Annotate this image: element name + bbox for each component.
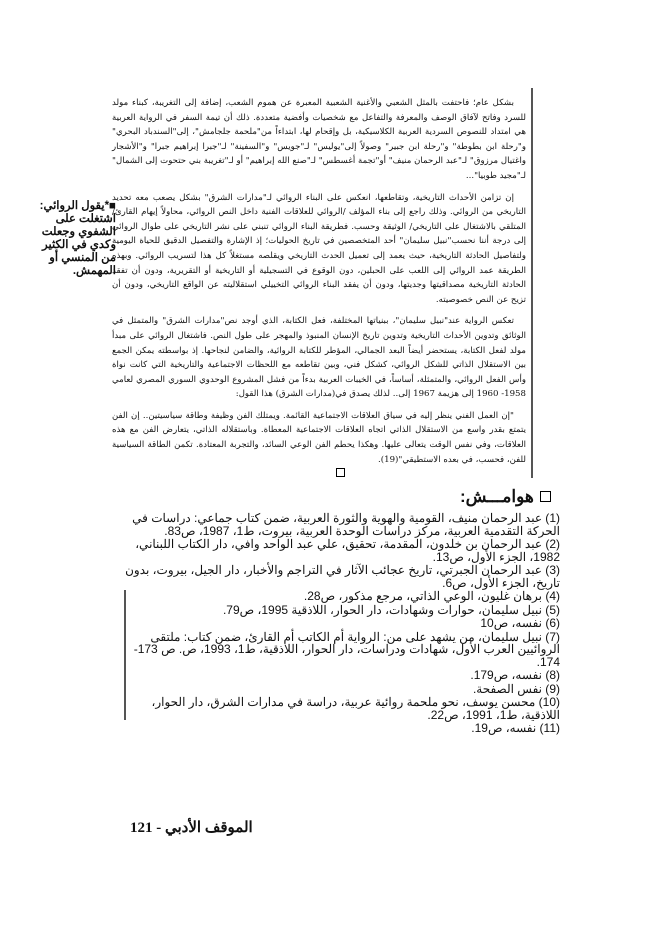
footnotes-list (112, 512, 560, 736)
column-rule (531, 88, 533, 478)
page-footer: الموقف الأدبي - 121 (130, 820, 253, 836)
footnote: (9) نفس الصفحة. (472, 681, 560, 696)
square-bullet-icon (540, 491, 551, 502)
sidebar-pull-quote: ■*يقول الروائي: اشتغلت على الشفوي وجعلت وكدي في الكثير من المنسي أو المهمش. (39, 200, 116, 277)
quote-paragraph: "إن العمل الفني ينظر إليه في سياق العلاقات الاجتماعية القائمة. ويمتلك الفن وظيفة وطاقة سياسيتين.. إن الفن يتمتع بقدر واسع من الاستقلال الذاتي اتجاه العلاقات الاجتماعية المعطاة. وباستقلاله الذاتي، يتعارض الفن مع هذه العلاقات، وفي نفس الوقت يتعالى عليها. وهكذا يحطم الفن الوعي السائد، والتجربة المعتادة. تكمن الطاقة السياسية للفن، فحسب، في بعده الاستطيقي"(19). (112, 410, 526, 465)
section-separator-square (336, 468, 345, 477)
footnote: (8) نفسه، ص179. (470, 668, 560, 682)
footnote: (4) برهان غليون، الوعي الذاتي، مرجع مذكور، ص28. (303, 589, 560, 603)
footnote: (6) نفسه، ص10 (480, 616, 560, 630)
footnote: (1) عبد الرحمان منيف، القومية والهوية والثورة العربية، ضمن كتاب جماعي: دراسات في الحركة التقدمية العربية، مركز دراسات الوحدة العربية، بيروت، ط1، 1987، ص83. (132, 511, 560, 538)
article-body (112, 96, 526, 474)
footnote: (7) نبيل سليمان، من يشهد على من: الرواية أم الكاتب أم القارئ، ضمن كتاب: ملتقى الروائيين العرب الأول، شهادات ودراسات، دار الحوار، اللاذقية، ط1، 1993، ص. ص 173- 174. (133, 629, 560, 669)
footnotes-heading (460, 487, 551, 507)
footnote: (11) نفسه، ص19. (471, 721, 560, 735)
footnote: (5) نبيل سليمان، حوارات وشهادات، دار الحوار، اللاذقية 1995، ص79. (222, 602, 560, 617)
footnote: (2) عبد الرحمان بن خلدون، المقدمة، تحقيق، علي عبد الواحد وافي، دار الكتاب اللبناني، 1982، الجزء الأول، ص13. (135, 537, 560, 564)
footnote: (10) محسن يوسف، نحو ملحمة روائية عربية، دراسة في مدارات الشرق، دار الحوار، اللاذقية، ط1، 1991، ص22. (151, 695, 560, 722)
paragraph: تعكس الرواية عند"نبيل سليمان"، ببنياتها المختلفة، فعل الكتابة، الذي أوجد نص"مدارات الشرق" والمتمثل في الوثائق وتدوين الأحداث التاريخية وتدوين تاريخ الإنسان المنبوذ والمهجر على طول النص. فاشتغال الروائي على مبدأ مولد لفعل الكتابة، يستحضر أيضاً البعد الجمالي، المؤطر للكتابة الروائية، والضامن لنجاحها. إذ بواسطته يمكن الجمع بين الاستقلال الذاتي للشكل الروائي، كشكل فني، وبين تقاطعه مع اللحظات الاجتماعية والتاريخية التي كانت نواة وأس الفعل الروائي، والمتمثلة، أساساً، في الخيبات العربية بدءاً من فشل المشروع الوحدوي السوري المصري لعامي 1958- 1960 إلى هزيمة 1967 إلى.. لذلك يصدق في(مدارات الشرق) هذا القول: (112, 316, 526, 400)
paragraph: بشكل عام؛ فاحتفت بالمثل الشعبي والأغنية الشعبية المعبرة عن هموم الشعب، إضافة إلى التغريبة، كبناء مولد للسرد وفاتح لآفاق الوصف والمعرفة والتفاعل مع شخصيات وأفضية متعددة. ذلك أن تيمة السفر في الرواية العربية هي امتداد للنصوص السردية العربية الكلاسيكية، بل وإقحام لها، ابتداءاً من"ملحمة جلجامش"، إلى"السندباد البحري" و"رحلة ابن بطوطة" و"رحلة ابن جبير" وصولاً إلى"يوليس" لـ"جويس" و"السفينة" لـ"جبرا إبراهيم جبرا" و"الأشجار واغتيال مرزوق" لـ"عبد الرحمان منيف" أو"تجمة أغسطس" لـ"صنع الله إبراهيم" أو لـ"تغريبة بني حتحوت إلى الشمال" لـ"مجيد طوبيا"... (112, 98, 526, 181)
footnotes-title: هوامـــش: (460, 487, 534, 506)
footnote: (3) عبد الرحمان الجبرتي، تاريخ عجائب الآثار في التراجم والأخبار، دار الجيل، بيروت، بدون تاريخ، الجزء الأول، ص6. (125, 563, 560, 590)
paragraph: إن تزامن الأحداث التاريخية، وتقاطعها، انعكس على البناء الروائي لـ"مدارات الشرق" بشكل يصعب معه تحديد التاريخي من الروائي. وذلك راجع إلى بناء المؤلف /الروائي للعلاقات الفنية داخل النص الروائي، محاولاً إيهام القارئ/ المتلقي بالاشتغال على التاريخي/ الوثيقة وحسب. فطريقة البناء الروائي تنبني على نشر التاريخي على طوال الروائي إلى درجة أننا نحسب"نبيل سليمان" أحد المتخصصين في تاريخ الحوليات؛ إذ الإشارة والتفصيل الدقيق للحياة اليومية ولتفاصيل الحادثة التاريخية، حيث يعمد إلى تعميل الحدث التاريخي ويقلصه مستغلاً كل هذا لتسريب الروائي. وبهذه الطريقة عمد الروائي إلى اللعب على الحبلين، دون الوقوع في التسجيلية أو التاريخية أو التقريرية، ودون أن تفقد الحادثة التاريخية مصداقيتها وجديتها، ودون أن يفقد البناء الروائي التخييلي استقلاليته عن الواقع التاريخي، ودون أن تزيح عن النص خصوصيته. (112, 192, 526, 305)
